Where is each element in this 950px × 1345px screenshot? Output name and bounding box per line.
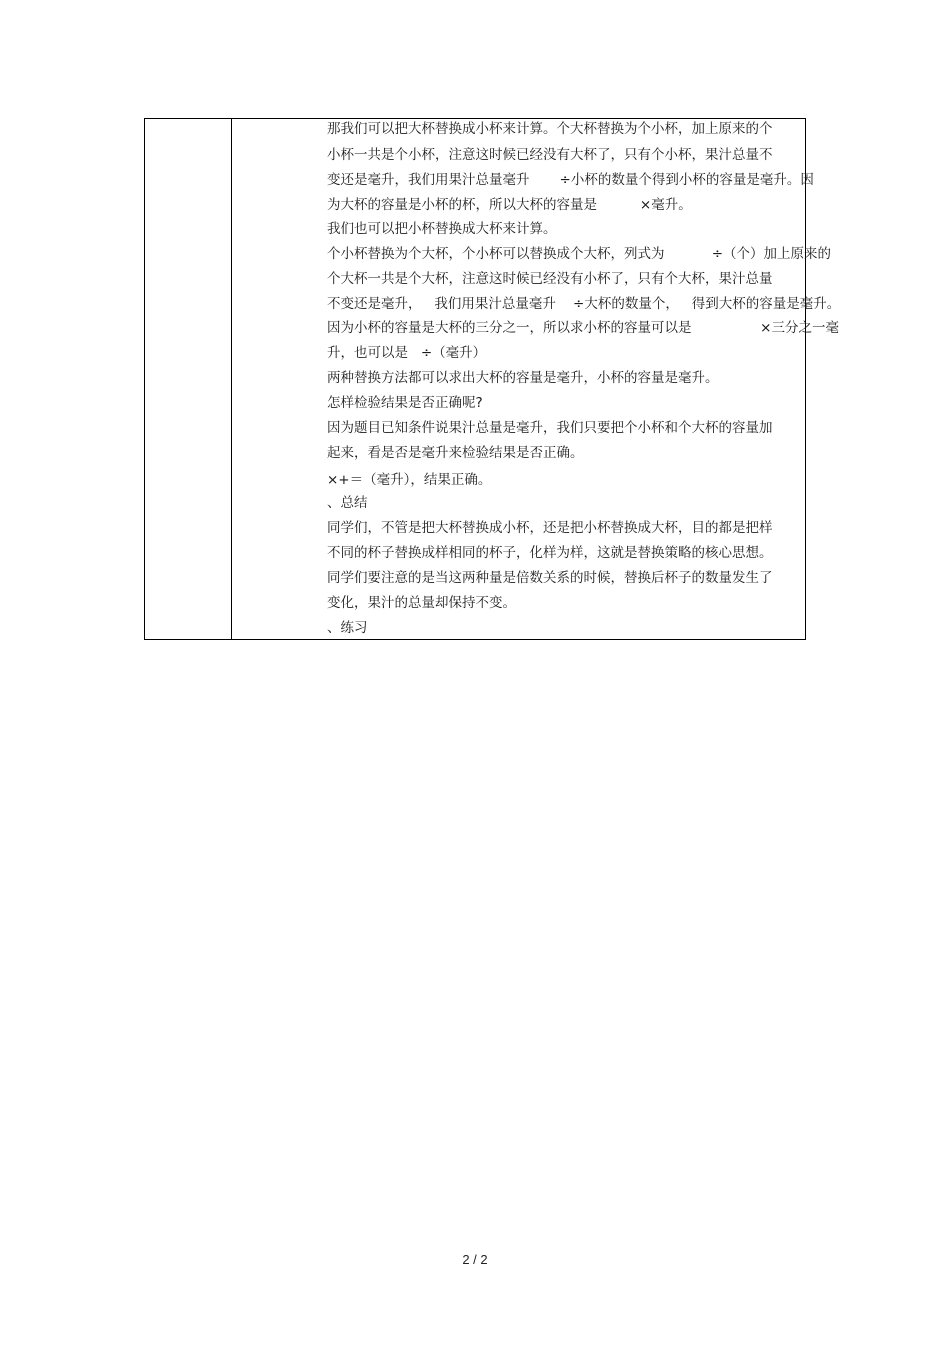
- text-line: 同学们，不管是把大杯替换成小杯，还是把小杯替换成大杯，目的都是把样: [327, 520, 773, 536]
- text-line: 起来，看是否是毫升来检验结果是否正确。: [327, 445, 584, 461]
- text-line: 小杯一共是个小杯，注意这时候已经没有大杯了，只有个小杯，果汁总量不: [327, 147, 773, 163]
- text-line: 为大杯的容量是小杯的杯，所以大杯的容量是 ×毫升。: [327, 197, 692, 213]
- text-line: 不变还是毫升， 我们用果汁总量毫升 ÷大杯的数量个， 得到大杯的容量是毫升。: [327, 296, 841, 312]
- text-line: 因为题目已知条件说果汁总量是毫升，我们只要把个小杯和个大杯的容量加: [327, 420, 773, 436]
- text-line: 那我们可以把大杯替换成小杯来计算。个大杯替换为个小杯，加上原来的个: [327, 121, 773, 137]
- table-left-cell: [145, 119, 232, 639]
- text-line: 不同的杯子替换成样相同的杯子，化样为样，这就是替换策略的核心思想。: [327, 545, 773, 561]
- text-line: 升，也可以是 ÷（毫升）: [327, 345, 487, 361]
- text-line: 因为小杯的容量是大杯的三分之一，所以求小杯的容量可以是 ×三分之一毫: [327, 320, 839, 336]
- lesson-table: [144, 118, 841, 640]
- text-line: 我们也可以把小杯替换成大杯来计算。: [327, 221, 557, 237]
- table-content-cell: [232, 119, 841, 639]
- text-line: 两种替换方法都可以求出大杯的容量是毫升，小杯的容量是毫升。: [327, 370, 719, 386]
- text-line: 、练习: [327, 620, 368, 636]
- text-line: 个小杯替换为个大杯，个小杯可以替换成个大杯，列式为 ÷（个）加上原来的: [327, 246, 832, 262]
- page-number: 2 / 2: [462, 1252, 488, 1267]
- text-line: 怎样检验结果是否正确呢?: [327, 395, 483, 411]
- text-line: 个大杯一共是个大杯，注意这时候已经没有小杯了，只有个大杯，果汁总量: [327, 271, 773, 287]
- text-line: 变化，果汁的总量却保持不变。: [327, 595, 516, 611]
- text-line: 同学们要注意的是当这两种量是倍数关系的时候，替换后杯子的数量发生了: [327, 570, 773, 586]
- text-line: 、总结: [327, 495, 368, 511]
- text-line: 变还是毫升，我们用果汁总量毫升 ÷小杯的数量个得到小杯的容量是毫升。因: [327, 172, 814, 188]
- text-line: ×+＝（毫升），结果正确。: [327, 472, 492, 488]
